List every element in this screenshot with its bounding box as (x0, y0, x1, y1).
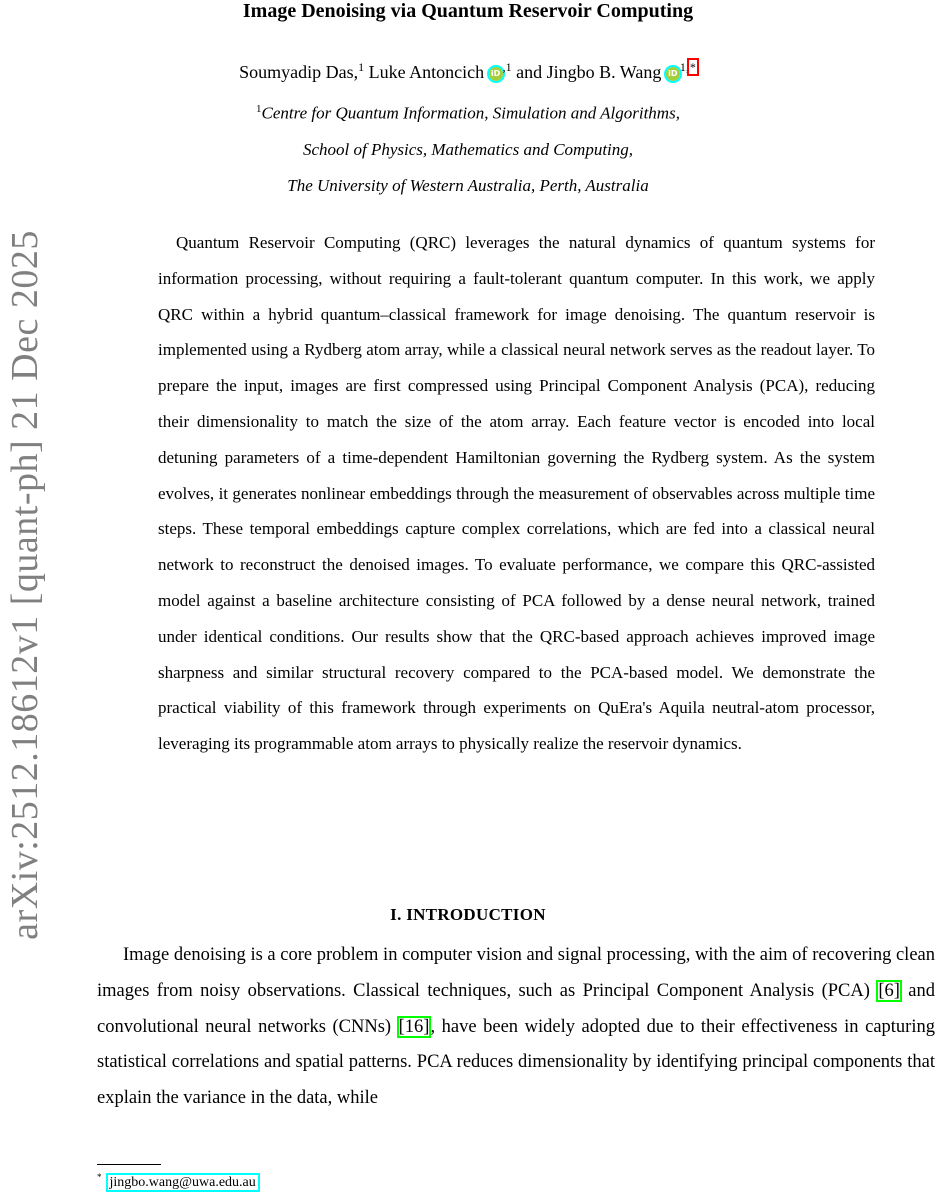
abstract: Quantum Reservoir Computing (QRC) leverages the natural dynamics of quantum systems for information processing, without requiring a fault-tolerant quantum computer. In this work, we apply QRC within a hybrid quantum–classical framework for image denoising. The quantum reservoir is implemented using a Rydberg atom array, while a classical neural network serves as the readout layer. To prepare the input, images are first compressed using Principal Component Analysis (PCA), reducing their dimensionality to match the size of the atom array. Each feature vector is encoded into local detuning parameters of a time-dependent Hamiltonian governing the Rydberg system. As the system evolves, it generates nonlinear embeddings through the measurement of observables across multiple time steps. These temporal embeddings capture complex correlations, which are fed into a classical neural network to reconstruct the denoised images. To evaluate performance, we compare this QRC-assisted model against a baseline architecture consisting of PCA followed by a dense neural network, trained under identical conditions. Our results show that the QRC-based approach achieves improved image sharpness and similar structural recovery compared to the PCA-based model. We demonstrate the practical viability of this framework through experiments on QuEra's Aquila neutral-atom processor, leveraging its programmable atom arrays to physically realize the reservoir dynamics. (158, 233, 875, 754)
footnote-divider (97, 1164, 161, 1165)
author-das: Soumyadip Das, (239, 62, 359, 82)
footnote-mark: * (97, 1172, 102, 1182)
introduction-paragraph (97, 938, 935, 1117)
arxiv-sidebar (0, 230, 50, 940)
author-das-affil: 1 (358, 60, 365, 74)
orcid-icon[interactable]: iD (489, 67, 503, 81)
affiliation-line-1 (0, 103, 936, 124)
author-list (0, 60, 936, 83)
citation-link[interactable]: [6] (878, 980, 900, 1001)
paper-title: Image Denoising via Quantum Reservoir Computing (242, 0, 694, 22)
intro-text-3: , have been widely adopted due to their effectiveness in capturing statistical correlations and spatial patterns. PCA reduces dimensionality by identifying principal components that explain the variance in the data, while (97, 1016, 935, 1109)
author-wang-affil-num: 1, (679, 60, 689, 74)
author-wang: and Jingbo B. Wang (516, 62, 662, 82)
author-antoncich: Luke Antoncich (368, 62, 485, 82)
orcid-icon[interactable]: iD (666, 67, 680, 81)
citation-link[interactable]: [16] (398, 1016, 430, 1037)
email-link[interactable]: jingbo.wang@uwa.edu.au (109, 1174, 256, 1190)
intro-text-1: Image denoising is a core problem in computer vision and signal processing, with the aim of recovering clean images from noisy observations. Classical techniques, such as Principal Component Analysis (PCA) (97, 945, 935, 1001)
arxiv-identifier: arXiv:2512.18612v1 [quant-ph] 21 Dec 2025 (4, 230, 47, 940)
affiliation-line-2: School of Physics, Mathematics and Computing, (302, 140, 634, 159)
footnote (97, 1172, 258, 1191)
corresponding-author-link[interactable]: * (689, 60, 696, 74)
affiliation-text-1: Centre for Quantum Information, Simulation and Algorithms, (261, 103, 680, 123)
author-wang-affil (680, 60, 697, 74)
intro-text-2: and convolutional neural networks (CNNs) (97, 980, 935, 1037)
section-heading: I. INTRODUCTION (390, 905, 546, 924)
affiliation-sup: 1 (256, 103, 262, 115)
affiliation-line-3: The University of Western Australia, Perth, Australia (287, 176, 649, 195)
author-antoncich-affil: ,1 (502, 60, 512, 74)
